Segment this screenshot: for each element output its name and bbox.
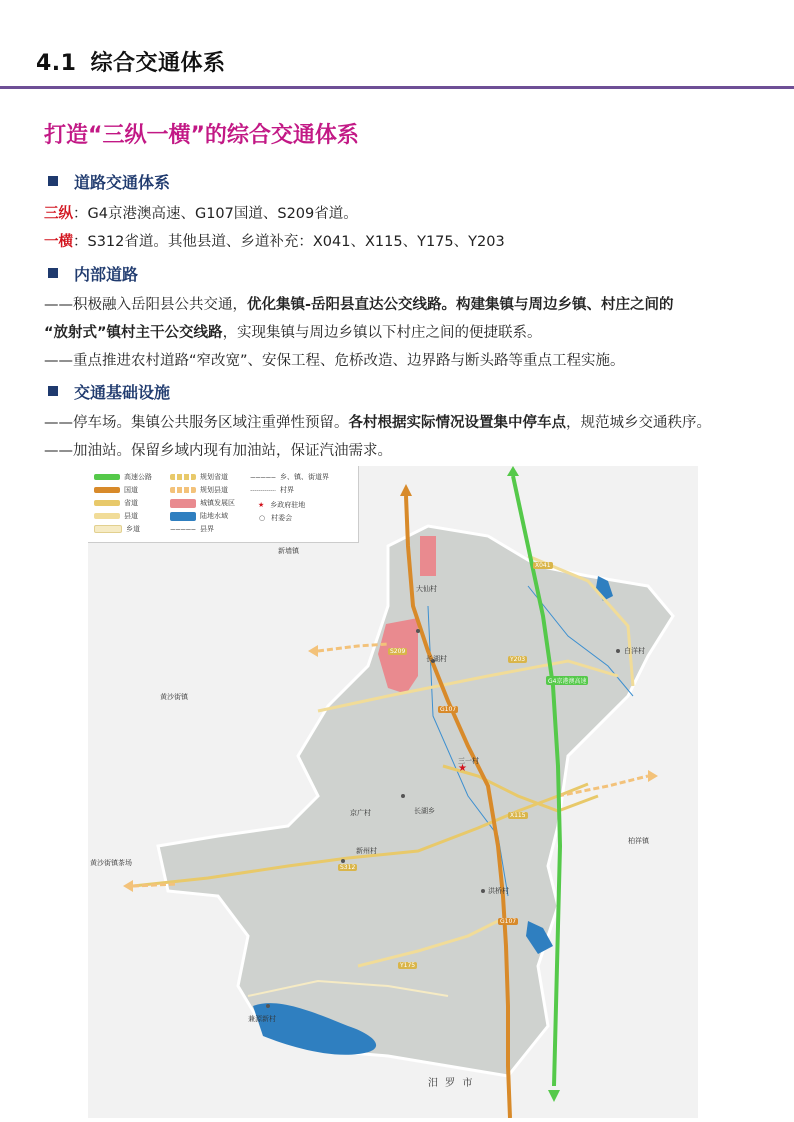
village-marker — [616, 649, 620, 653]
transport-map — [88, 466, 698, 1118]
road-tag: Y203 — [510, 656, 526, 663]
arrow-left-icon — [123, 880, 133, 892]
square-bullet-icon — [48, 386, 58, 396]
legend-item: 陆地水域 — [170, 511, 228, 521]
village-label: 三一村 — [458, 757, 479, 765]
internal-road-heading: 内部道路 — [48, 262, 138, 285]
village-label: 洪桥村 — [488, 887, 509, 895]
road-tag: Y175 — [400, 962, 416, 969]
road-line-1: 三纵：G4京港澳高速、G107国道、S209省道。 — [44, 206, 358, 222]
village-marker — [266, 1004, 270, 1008]
village-label: 兼源新村 — [248, 1015, 276, 1023]
legend-item: 乡、镇、街道界 — [250, 472, 329, 482]
village-marker — [416, 629, 420, 633]
legend-item: 县界 — [170, 524, 214, 534]
infra-line-2: ——加油站。保留乡域内现有加油站，保证汽油需求。 — [44, 443, 392, 459]
village-label: 新州村 — [356, 847, 377, 855]
arrow-up-icon — [507, 466, 519, 476]
village-label: 长湖村 — [426, 655, 447, 663]
circle-icon: ○ — [259, 514, 266, 522]
arrow-left-icon — [308, 645, 318, 657]
place-label: 柏祥镇 — [628, 837, 649, 845]
legend-item: 村界 — [250, 485, 294, 495]
arrow-down-icon — [548, 1090, 560, 1102]
place-label: 黄沙街镇茶场 — [90, 859, 132, 867]
internal-line-2: “放射式”镇村主干公交线路，实现集镇与周边乡镇以下村庄之间的便捷联系。 — [44, 325, 542, 341]
legend-item: 高速公路 — [94, 472, 152, 482]
legend-item: 规划县道 — [170, 485, 228, 495]
header-divider — [0, 86, 794, 89]
legend-item: 乡道 — [94, 524, 140, 534]
road-tag: S209 — [390, 648, 406, 655]
legend-item: ★ 乡政府驻地 — [258, 501, 306, 509]
internal-line-3: ——重点推进农村道路“窄改宽”、安保工程、危桥改造、边界路与断头路等重点工程实施。 — [44, 353, 625, 369]
section-header — [36, 46, 226, 77]
page-subtitle: 打造“三纵一横”的综合交通体系 — [44, 123, 359, 148]
legend-item: 城镇发展区 — [170, 498, 235, 508]
urban-area — [420, 536, 436, 576]
place-label: 汨 罗 市 — [428, 1078, 475, 1089]
infra-line-1: ——停车场。集镇公共服务区域注重弹性预留。各村根据实际情况设置集中停车点，规范城乡交通秩序。 — [44, 415, 711, 431]
village-marker — [341, 859, 345, 863]
village-label: 京广村 — [350, 809, 371, 817]
arrow-right-icon — [648, 770, 658, 782]
government-star-icon: ★ — [458, 763, 467, 774]
road-tag: S312 — [340, 864, 356, 871]
place-label: 黄沙街镇 — [160, 693, 188, 701]
star-icon: ★ — [258, 501, 265, 509]
legend-item: ○ 村委会 — [259, 514, 293, 522]
road-tag: G107 — [440, 706, 457, 713]
section-number: 4.1 — [36, 51, 77, 76]
square-bullet-icon — [48, 268, 58, 278]
legend-item: 县道 — [94, 511, 138, 521]
village-marker — [481, 889, 485, 893]
road-tag: G107 — [500, 918, 517, 925]
map-canvas — [88, 466, 698, 1118]
legend-item: 省道 — [94, 498, 138, 508]
section-title: 综合交通体系 — [90, 51, 226, 76]
village-marker — [401, 794, 405, 798]
planned-road — [558, 776, 648, 796]
village-label: 长湖乡 — [414, 807, 435, 815]
arrow-up-icon — [400, 484, 412, 496]
road-tag: X115 — [510, 812, 526, 819]
road-line-2: 一横：S312省道。其他县道、乡道补充：X041、X115、Y175、Y203 — [44, 234, 505, 250]
legend-item: 规划省道 — [170, 472, 228, 482]
road-tag: G4京港澳高速 — [548, 678, 587, 685]
map-legend — [88, 466, 359, 543]
infra-heading: 交通基础设施 — [48, 380, 170, 403]
square-bullet-icon — [48, 176, 58, 186]
village-label: 白洋村 — [624, 647, 645, 655]
legend-item: 国道 — [94, 485, 138, 495]
road-tag: X041 — [535, 562, 551, 569]
place-label: 新墙镇 — [278, 547, 299, 555]
internal-line-1: ——积极融入岳阳县公共交通，优化集镇-岳阳县直达公交线路。构建集镇与周边乡镇、村庄之间的 — [44, 297, 674, 313]
road-system-heading: 道路交通体系 — [48, 170, 170, 193]
village-label: 大仙村 — [416, 585, 437, 593]
